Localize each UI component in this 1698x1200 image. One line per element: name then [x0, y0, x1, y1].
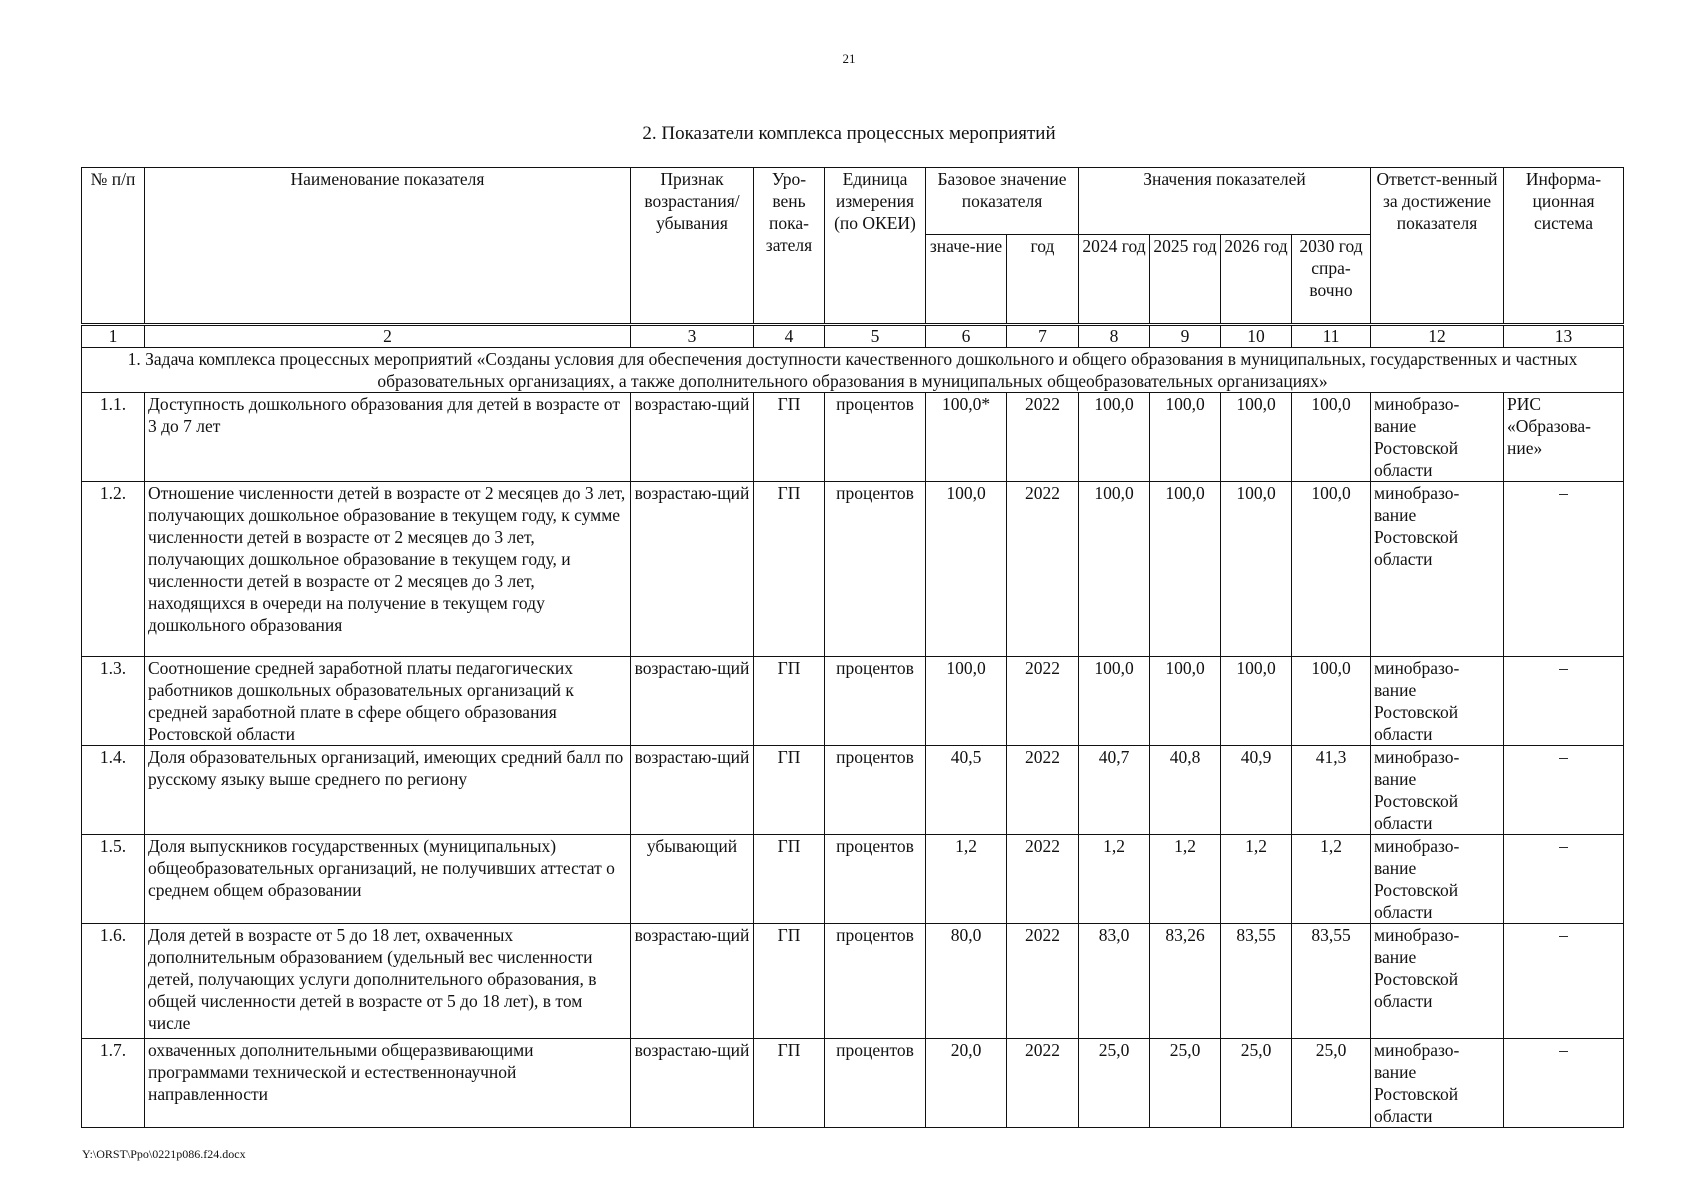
base-value: 40,5	[926, 746, 1007, 835]
value-2024: 25,0	[1079, 1039, 1150, 1128]
trend-sign: возрастаю-щий	[631, 482, 754, 657]
column-number: 2	[145, 325, 631, 348]
value-2026: 100,0	[1221, 657, 1292, 746]
row-index: 1.2.	[82, 482, 145, 657]
indicator-name: Доля образовательных организаций, имеющих средний балл по русскому языку выше среднего по региону	[145, 746, 631, 835]
page-number: 21	[842, 51, 856, 66]
unit: процентов	[825, 657, 926, 746]
indicators-table	[81, 167, 1624, 1128]
value-2025: 1,2	[1150, 835, 1221, 924]
table-row	[82, 924, 1624, 1039]
header-2030: 2030 год спра-вочно	[1292, 235, 1371, 325]
indicator-level: ГП	[754, 924, 825, 1039]
value-2024: 100,0	[1079, 482, 1150, 657]
value-2025: 100,0	[1150, 657, 1221, 746]
value-2025: 25,0	[1150, 1039, 1221, 1128]
row-index: 1.3.	[82, 657, 145, 746]
info-system: –	[1504, 482, 1624, 657]
responsible: минобразо-вание Ростовской области	[1371, 924, 1504, 1039]
base-value: 100,0	[926, 482, 1007, 657]
header-base-year: год	[1007, 235, 1079, 325]
value-2025: 100,0	[1150, 393, 1221, 482]
row-index: 1.5.	[82, 835, 145, 924]
base-value: 1,2	[926, 835, 1007, 924]
value-2024: 83,0	[1079, 924, 1150, 1039]
indicator-name: Соотношение средней заработной платы педагогических работников дошкольных образовательных организаций к средней заработной плате в сфере общего образования Ростовской области	[145, 657, 631, 746]
responsible: минобразо-вание Ростовской области	[1371, 482, 1504, 657]
indicator-name: Доступность дошкольного образования для детей в возрасте от 3 до 7 лет	[145, 393, 631, 482]
info-system: –	[1504, 746, 1624, 835]
indicator-level: ГП	[754, 482, 825, 657]
column-number: 6	[926, 325, 1007, 348]
value-2026: 25,0	[1221, 1039, 1292, 1128]
header-name: Наименование показателя	[145, 168, 631, 325]
responsible: минобразо-вание Ростовской области	[1371, 746, 1504, 835]
column-number: 7	[1007, 325, 1079, 348]
base-year: 2022	[1007, 746, 1079, 835]
trend-sign: возрастаю-щий	[631, 924, 754, 1039]
table-row	[82, 393, 1624, 482]
value-2026: 100,0	[1221, 393, 1292, 482]
info-system: –	[1504, 657, 1624, 746]
base-year: 2022	[1007, 482, 1079, 657]
column-number: 9	[1150, 325, 1221, 348]
value-2030: 100,0	[1292, 657, 1371, 746]
indicator-name: Доля детей в возрасте от 5 до 18 лет, охваченных дополнительным образованием (удельный вес численности детей, получающих услуги дополнительного образования, в общей численности детей в возрасте от 5 до 18 лет), в том числе	[145, 924, 631, 1039]
header-2024: 2024 год	[1079, 235, 1150, 325]
value-2025: 100,0	[1150, 482, 1221, 657]
info-system: –	[1504, 924, 1624, 1039]
column-number: 10	[1221, 325, 1292, 348]
column-number: 12	[1371, 325, 1504, 348]
indicator-level: ГП	[754, 657, 825, 746]
responsible: минобразо-вание Ростовской области	[1371, 835, 1504, 924]
value-2026: 1,2	[1221, 835, 1292, 924]
column-number: 11	[1292, 325, 1371, 348]
table-row	[82, 746, 1624, 835]
column-number: 1	[82, 325, 145, 348]
column-number-row	[82, 325, 1624, 348]
trend-sign: убывающий	[631, 835, 754, 924]
header-level: Уро-вень пока-зателя	[754, 168, 825, 325]
footer-file-path: Y:\ORST\Ppo\0221p086.f24.docx	[82, 1147, 246, 1161]
value-2024: 100,0	[1079, 657, 1150, 746]
value-2030: 100,0	[1292, 393, 1371, 482]
trend-sign: возрастаю-щий	[631, 746, 754, 835]
column-number: 3	[631, 325, 754, 348]
column-number: 5	[825, 325, 926, 348]
trend-sign: возрастаю-щий	[631, 1039, 754, 1128]
base-year: 2022	[1007, 924, 1079, 1039]
value-2025: 83,26	[1150, 924, 1221, 1039]
table-row	[82, 657, 1624, 746]
unit: процентов	[825, 482, 926, 657]
unit: процентов	[825, 1039, 926, 1128]
unit: процентов	[825, 835, 926, 924]
table-row	[82, 1039, 1624, 1128]
table-row	[82, 835, 1624, 924]
value-2024: 100,0	[1079, 393, 1150, 482]
trend-sign: возрастаю-щий	[631, 393, 754, 482]
value-2030: 1,2	[1292, 835, 1371, 924]
responsible: минобразо-вание Ростовской области	[1371, 657, 1504, 746]
base-year: 2022	[1007, 393, 1079, 482]
unit: процентов	[825, 924, 926, 1039]
column-number: 13	[1504, 325, 1624, 348]
document-title: 2. Показатели комплекса процессных мероприятий	[642, 123, 1056, 144]
header-base: Базовое значение показателя	[926, 168, 1079, 235]
header-values: Значения показателей	[1079, 168, 1371, 235]
unit: процентов	[825, 746, 926, 835]
info-system: –	[1504, 835, 1624, 924]
value-2026: 40,9	[1221, 746, 1292, 835]
base-value: 20,0	[926, 1039, 1007, 1128]
column-number: 4	[754, 325, 825, 348]
indicator-level: ГП	[754, 1039, 825, 1128]
section-task-heading: 1. Задача комплекса процессных мероприятий «Созданы условия для обеспечения доступности качественного дошкольного и общего образования в муниципальных, государственных и частных образовательных организациях, а также дополнительного образования в муниципальных общеобразовательных организациях»	[82, 348, 1624, 393]
header-2025: 2025 год	[1150, 235, 1221, 325]
info-system: РИС «Образова-ние»	[1504, 393, 1624, 482]
value-2030: 25,0	[1292, 1039, 1371, 1128]
indicator-name: Отношение численности детей в возрасте от 2 месяцев до 3 лет, получающих дошкольное образование в текущем году, к сумме численности детей в возрасте от 2 месяцев до 3 лет, получающих дошкольное образование в текущем году, и численности детей в возрасте от 2 месяцев до 3 лет, находящихся в очереди на получение в текущем году дошкольного образования	[145, 482, 631, 657]
value-2030: 41,3	[1292, 746, 1371, 835]
base-value: 100,0	[926, 657, 1007, 746]
unit: процентов	[825, 393, 926, 482]
indicator-level: ГП	[754, 746, 825, 835]
header-base-value: значе-ние	[926, 235, 1007, 325]
header-info-system: Информа-ционная система	[1504, 168, 1624, 325]
row-index: 1.4.	[82, 746, 145, 835]
indicator-level: ГП	[754, 835, 825, 924]
indicator-name: Доля выпускников государственных (муниципальных) общеобразовательных организаций, не получивших аттестат о среднем общем образовании	[145, 835, 631, 924]
base-year: 2022	[1007, 835, 1079, 924]
value-2030: 100,0	[1292, 482, 1371, 657]
header-sign: Признак возрастания/ убывания	[631, 168, 754, 325]
table-row	[82, 482, 1624, 657]
value-2026: 100,0	[1221, 482, 1292, 657]
base-year: 2022	[1007, 657, 1079, 746]
column-number: 8	[1079, 325, 1150, 348]
value-2024: 1,2	[1079, 835, 1150, 924]
base-year: 2022	[1007, 1039, 1079, 1128]
header-num: № п/п	[82, 168, 145, 325]
responsible: минобразо-вание Ростовской области	[1371, 1039, 1504, 1128]
value-2030: 83,55	[1292, 924, 1371, 1039]
header-unit: Единица измерения (по ОКЕИ)	[825, 168, 926, 325]
row-index: 1.7.	[82, 1039, 145, 1128]
base-value: 80,0	[926, 924, 1007, 1039]
value-2025: 40,8	[1150, 746, 1221, 835]
indicator-level: ГП	[754, 393, 825, 482]
trend-sign: возрастаю-щий	[631, 657, 754, 746]
info-system: –	[1504, 1039, 1624, 1128]
value-2026: 83,55	[1221, 924, 1292, 1039]
indicator-name: охваченных дополнительными общеразвивающими программами технической и естественнонаучной направленности	[145, 1039, 631, 1128]
header-2026: 2026 год	[1221, 235, 1292, 325]
base-value: 100,0*	[926, 393, 1007, 482]
responsible: минобразо-вание Ростовской области	[1371, 393, 1504, 482]
header-responsible: Ответст-венный за достижение показателя	[1371, 168, 1504, 325]
row-index: 1.1.	[82, 393, 145, 482]
row-index: 1.6.	[82, 924, 145, 1039]
value-2024: 40,7	[1079, 746, 1150, 835]
